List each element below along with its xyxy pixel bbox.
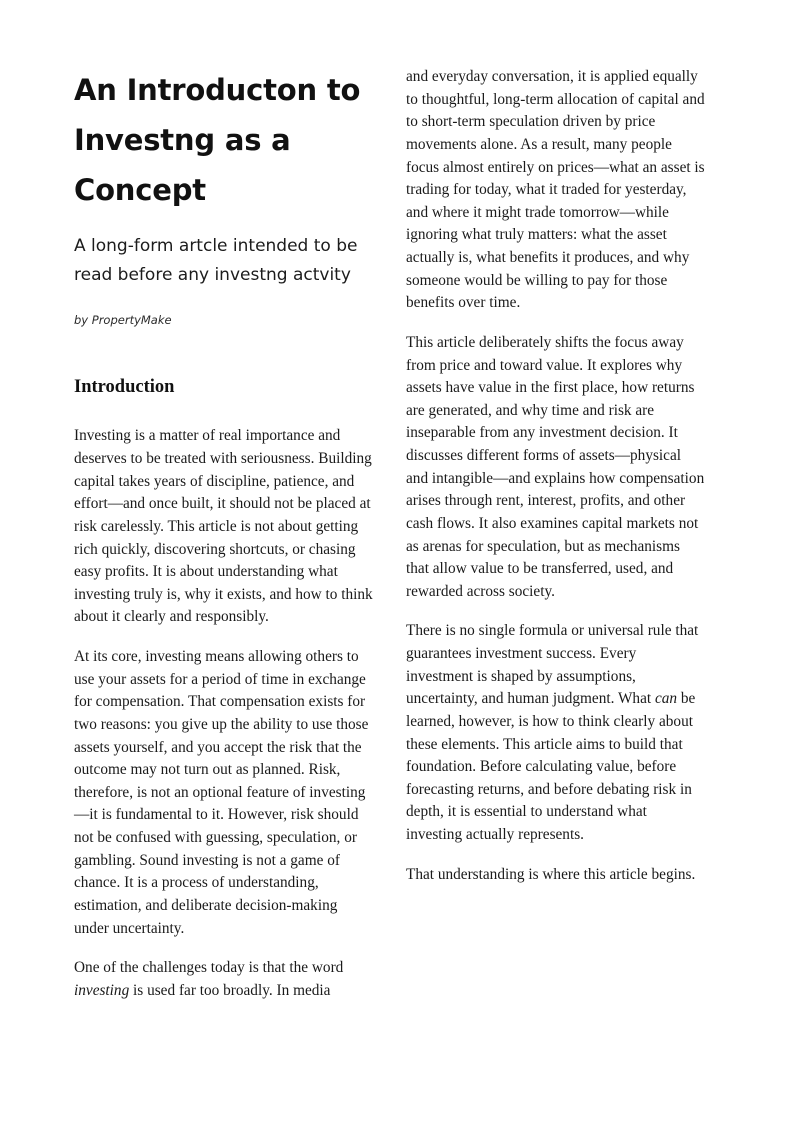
paragraph: and everyday conversation, it is applied equally to thoughtful, long-term allocation of capital and to short-term speculation driven by price movements alone. As a result, many people focus almost entirely on prices—what an asset is trading for today, what it traded for yesterday, and where it might trade tomorrow—while ignoring what truly matters: what the asset actually is, what benefits it produces, and why someone would be willing to pay for those benefits over time. [406,68,705,312]
paragraph-with-emphasis [74,957,374,1002]
paragraph: At its core, investing means allowing others to use your assets for a period of time in exchange for compensation. That compensation exists for two reasons: you give up the ability to use those assets yourself, and you accept the risk that the outcome may not turn out as planned. Risk, therefore, is not an optional feature of investing—it is fundamental to it. However, risk should not be confused with guessing, speculation, or gambling. Sound investing is not a game of chance. It is a process of understanding, estimation, and deliberate decision-making under uncertainty. [74,648,369,937]
right-column [406,66,706,886]
left-column [74,66,374,1002]
paragraph: Investing is a matter of real importance and deserves to be treated with seriousness. Building capital takes years of discipline, patience, and effort—and once built, it should not be placed at risk carelessly. This article is not about getting rich quickly, discovering shortcuts, or chasing easy profits. It is about understanding what investing truly is, why it exists, and how to think about it clearly and responsibly. [74,427,373,626]
emphasized-term: investing [74,981,130,999]
paragraph-text-before: One of the challenges today is that the word [74,959,344,977]
byline: by PropertyMake [74,313,172,328]
page-subtitle: A long-form artcle intended to be read before any investng actvity [74,235,358,285]
page-title: An Introducton to Investng as a Concept [74,73,361,207]
paragraph-text-after: be learned, however, is how to think clearly about these elements. This article aims to build that foundation. Before calculating value, before forecasting returns, and before debating risk in depth, it is essential to understand what investing actually represents. [406,690,696,843]
paragraph: This article deliberately shifts the focus away from price and toward value. It explores why assets have value in the first place, how returns are generated, and why time and risk are inseparable from any investment decision. It discusses different forms of assets—physical and intangible—and explains how compensation arises through rent, interest, profits, and other cash flows. It also examines capital markets not as arenas for speculation, but as mechanisms that allow value to be transferred, used, and rewarded across society. [406,333,705,600]
section-heading-introduction: Introduction [74,377,175,398]
paragraph-with-emphasis [406,620,706,846]
paragraph-text-after: is used far too broadly. In media [129,981,331,999]
paragraph-text-before: There is no single formula or universal rule that guarantees investment success. Every investment is shaped by assumptions, uncertainty, and human judgment. What [406,622,699,708]
emphasized-term: can [654,690,678,708]
paragraph: That understanding is where this article begins. [406,865,696,883]
two-column-layout [74,66,720,1063]
